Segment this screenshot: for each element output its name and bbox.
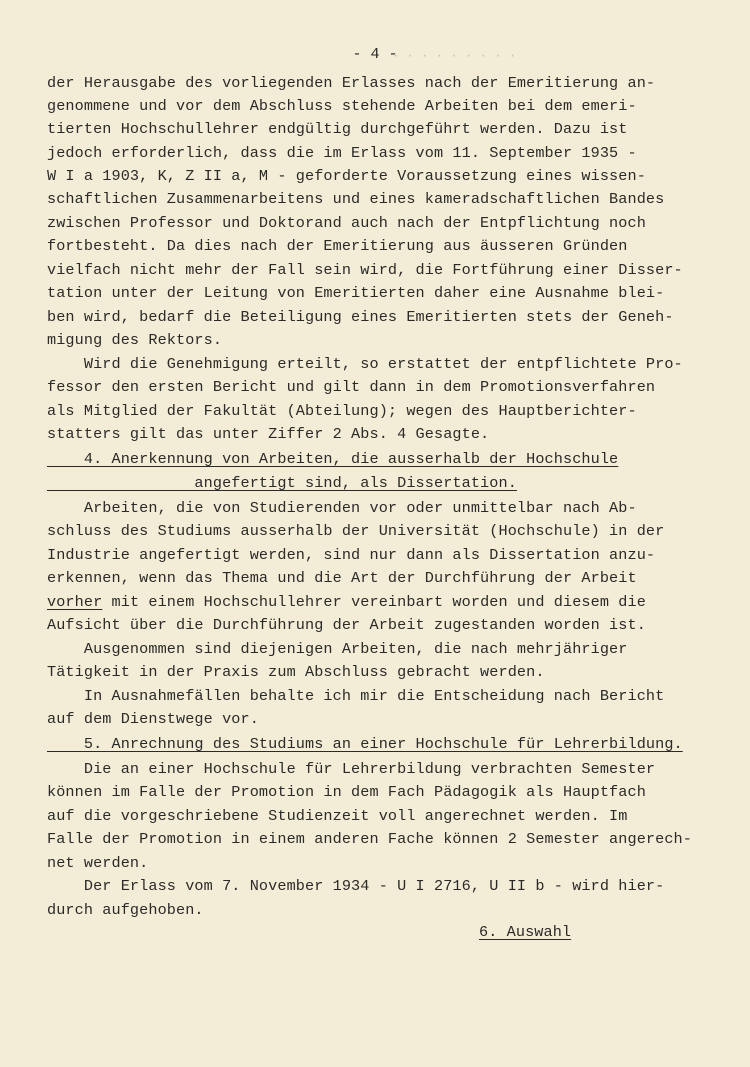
text-line: schaftlichen Zusammenarbeitens und eines kameradschaftlichen Bandes	[47, 190, 665, 208]
section-heading-4-cont: angefertigt sind, als Dissertation.	[47, 474, 517, 492]
text-line: fessor den ersten Bericht und gilt dann in dem Promotionsverfahren	[47, 378, 656, 396]
text-line: können im Falle der Promotion in dem Fach Pädagogik als Hauptfach	[47, 783, 646, 801]
text-line: W I a 1903, K, Z II a, M - geforderte Voraussetzung eines wissen-	[47, 167, 646, 185]
bleed-through: · · · · · · · · ·	[392, 49, 517, 63]
section-heading-5: 5. Anrechnung des Studiums an einer Hochschule für Lehrerbildung.	[47, 735, 683, 753]
text-line: zwischen Professor und Doktorand auch nach der Entpflichtung noch	[47, 214, 646, 232]
text-line: schluss des Studiums ausserhalb der Universität (Hochschule) in der	[47, 522, 665, 540]
text-line: fortbesteht. Da dies nach der Emeritierung aus äusseren Gründen	[47, 237, 628, 255]
text-line: Industrie angefertigt werden, sind nur dann als Dissertation anzu-	[47, 546, 656, 564]
section-heading-4: 4. Anerkennung von Arbeiten, die ausserhalb der Hochschule	[47, 450, 619, 468]
text-line: Arbeiten, die von Studierenden vor oder unmittelbar nach Ab-	[47, 499, 637, 517]
text-line: Der Erlass vom 7. November 1934 - U I 2716, U II b - wird hier-	[47, 877, 665, 895]
text-line: durch aufgehoben.	[47, 901, 204, 919]
text-line: auf dem Dienstwege vor.	[47, 710, 259, 728]
text-line: vielfach nicht mehr der Fall sein wird, die Fortführung einer Disser-	[47, 261, 683, 279]
text-line: migung des Rektors.	[47, 331, 223, 349]
text-line: Ausgenommen sind diejenigen Arbeiten, die nach mehrjähriger	[47, 640, 628, 658]
text-line: net werden.	[47, 854, 149, 872]
page-number: - 4 -	[352, 46, 398, 63]
text-line: Falle der Promotion in einem anderen Fache können 2 Semester angerech-	[47, 830, 692, 848]
text-line: als Mitglied der Fakultät (Abteilung); wegen des Hauptberichter-	[47, 402, 637, 420]
text-line: auf die vorgeschriebene Studienzeit voll angerechnet werden. Im	[47, 807, 628, 825]
text-line: der Herausgabe des vorliegenden Erlasses nach der Emeritierung an-	[47, 74, 656, 92]
section-heading-6: 6. Auswahl	[479, 923, 572, 941]
text-line: ben wird, bedarf die Beteiligung eines Emeritierten stets der Geneh-	[47, 308, 674, 326]
text-line: Wird die Genehmigung erteilt, so erstattet der entpflichtete Pro-	[47, 355, 683, 373]
text-line: erkennen, wenn das Thema und die Art der Durchführung der Arbeit	[47, 569, 637, 587]
text-line: statters gilt das unter Ziffer 2 Abs. 4 Gesagte.	[47, 425, 490, 443]
text-line: Aufsicht über die Durchführung der Arbeit zugestanden worden ist.	[47, 616, 646, 634]
text-line: Die an einer Hochschule für Lehrerbildung verbrachten Semester	[47, 760, 656, 778]
text-line: vorher mit einem Hochschullehrer vereinbart worden und diesem die	[47, 593, 646, 611]
text-line: In Ausnahmefällen behalte ich mir die Entscheidung nach Bericht	[47, 687, 665, 705]
text-line: tierten Hochschullehrer endgültig durchgeführt werden. Dazu ist	[47, 120, 628, 138]
emphasis-vorher: vorher	[47, 593, 103, 611]
text-line: tation unter der Leitung von Emeritierten daher eine Ausnahme blei-	[47, 284, 665, 302]
text-line: genommene und vor dem Abschluss stehende Arbeiten bei dem emeri-	[47, 97, 637, 115]
text-line: Tätigkeit in der Praxis zum Abschluss gebracht werden.	[47, 663, 545, 681]
text-line: jedoch erforderlich, dass die im Erlass vom 11. September 1935 -	[47, 144, 637, 162]
